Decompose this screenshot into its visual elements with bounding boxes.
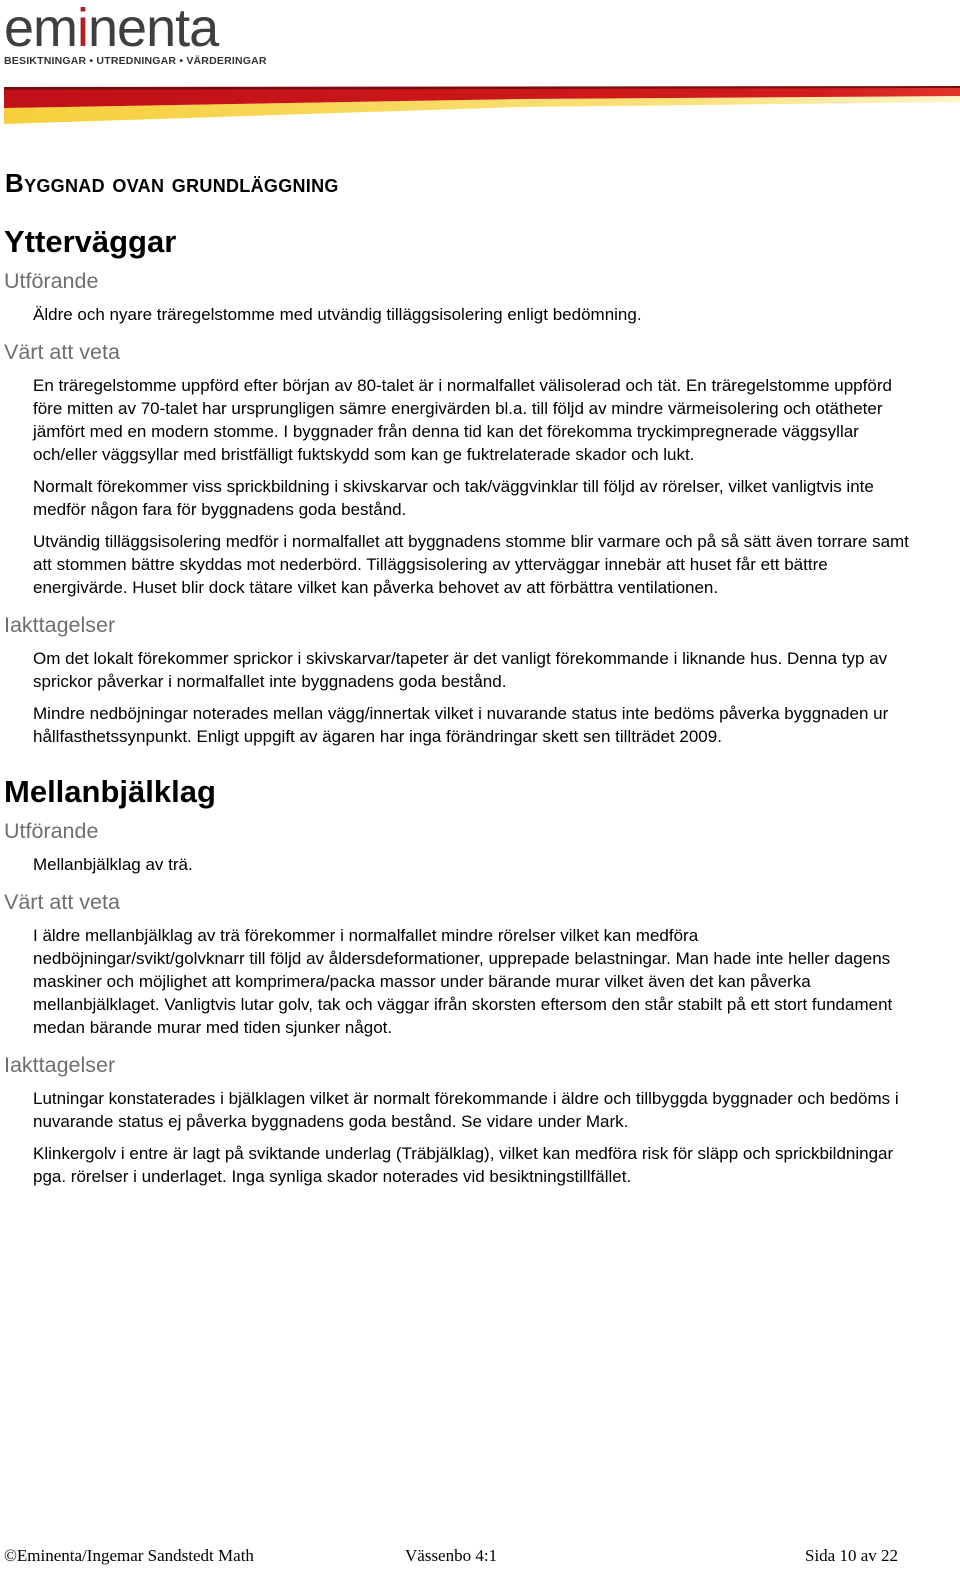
logo-wordmark-text: eminenta bbox=[4, 0, 219, 58]
footer-copyright: ©Eminenta/Ingemar Sandstedt Math bbox=[4, 1546, 254, 1565]
body-paragraph: En träregelstomme uppförd efter början av 80-talet är i normalfallet välisolerad och tät. En träregelstomme uppförd före mitten av 70-talet har ursprungligen sämre energivärden bl.a. till följd av mindre värmeisolering och otätheter jämfört med en modern stomme. I byggnader från denna tid kan det förekomma tryckimpregnerade väggsyllar och/eller väggsyllar med bristfälligt fuktskydd som kan ge fuktrelaterade skador och lukt. bbox=[33, 376, 892, 464]
block-title: Ytterväggar bbox=[4, 224, 177, 259]
body-paragraph: I äldre mellanbjälklag av trä förekommer i normalfallet mindre rörelser vilket kan medföra nedböjningar/svikt/golvknarr till följd av åldersdeformationer, upprepade belastningar. Man hade inte heller dagens maskiner och möjlighet att komprimera/packa massor under bärande murar vilket även det kan påverka mellanbjälklaget. Vanligtvis lutar golv, tak och väggar ifrån skorsten eftersom den står stabilt på ett stort fundament medan bärande murar med tiden sjunker något. bbox=[33, 926, 893, 1037]
report-content bbox=[0, 160, 960, 1197]
logo-wordmark bbox=[4, 0, 267, 56]
subsection-heading: Värt att veta bbox=[4, 340, 120, 364]
block-title: Mellanbjälklag bbox=[4, 774, 216, 809]
page-footer bbox=[4, 1546, 904, 1568]
body-paragraph: Mellanbjälklag av trä. bbox=[33, 855, 193, 874]
subsection-heading: Iakttagelser bbox=[4, 1053, 116, 1077]
subsection-heading: Iakttagelser bbox=[4, 613, 116, 637]
body-paragraph: Utvändig tilläggsisolering medför i normalfallet att byggnadens stomme blir varmare och på så sätt även torrare samt att stommen bättre skyddas mot nederbörd. Tilläggsisolering av ytterväggar innebär att huset får ett bättre energivärde. Huset blir dock tätare vilket kan påverka behovet av att förbättra ventilationen. bbox=[33, 532, 909, 597]
body-paragraph: Äldre och nyare träregelstomme med utvändig tilläggsisolering enligt bedömning. bbox=[33, 305, 642, 324]
body-paragraph: Lutningar konstaterades i bjälklagen vilket är normalt förekommande i äldre och tillbyggda byggnader och bedöms i nuvarande status ej påverka byggnadens goda bestånd. Se vidare under Mark. bbox=[33, 1089, 899, 1131]
header-decorative-band bbox=[0, 80, 960, 130]
footer-page-number: Sida 10 av 22 bbox=[805, 1546, 899, 1565]
section-title: Byggnad ovan grundläggning bbox=[5, 168, 339, 198]
body-paragraph: Normalt förekommer viss sprickbildning i skivskarvar och tak/väggvinklar till följd av rörelser, vilket vanligtvis inte medför någon fara för byggnadens goda bestånd. bbox=[33, 477, 874, 519]
report-blocks bbox=[0, 220, 960, 1188]
footer-property: Vässenbo 4:1 bbox=[405, 1546, 498, 1565]
logo-accent-letter: i bbox=[77, 0, 89, 58]
subsection-heading: Utförande bbox=[4, 269, 99, 293]
subsection-heading: Värt att veta bbox=[4, 890, 120, 914]
body-paragraph: Om det lokalt förekommer sprickor i skivskarvar/tapeter är det vanligt förekommande i liknande hus. Denna typ av sprickor påverkar i normalfallet inte byggnadens goda bestånd. bbox=[33, 649, 888, 691]
page-header bbox=[0, 0, 960, 130]
subsection-heading: Utförande bbox=[4, 819, 99, 843]
eminenta-logo bbox=[4, 0, 267, 67]
body-paragraph: Klinkergolv i entre är lagt på sviktande underlag (Träbjälklag), vilket kan medföra risk för släpp och sprickbildningar pga. rörelser i underlaget. Inga synliga skador noterades vid besiktningstillfället. bbox=[33, 1144, 894, 1186]
logo-tagline: BESIKTNINGAR • UTREDNINGAR • VÄRDERINGAR bbox=[4, 55, 267, 67]
body-paragraph: Mindre nedböjningar noterades mellan vägg/innertak vilket i nuvarande status inte bedöms påverka byggnaden ur hållfasthetssynpunkt. Enligt uppgift av ägaren har inga förändringar skett sen tillträdet 2009. bbox=[33, 704, 889, 746]
